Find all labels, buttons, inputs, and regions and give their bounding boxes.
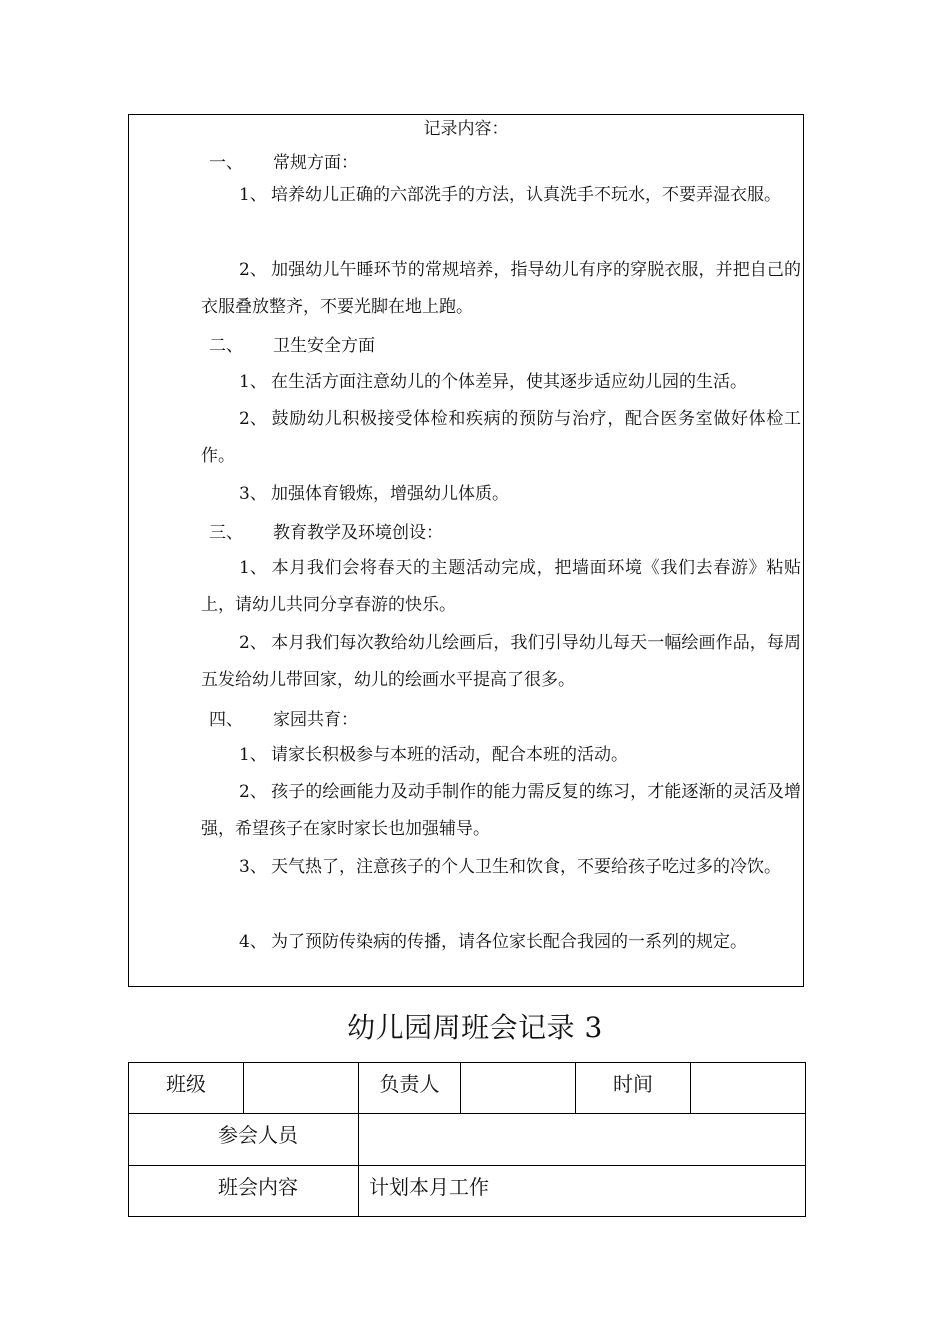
item-text: 本月我们每次教给幼儿绘画后，我们引导幼儿每天一幅绘画作品，每周五发给幼儿带回家，幼儿的绘画水平提高了很多。 [201, 633, 801, 690]
list-item [201, 924, 801, 961]
content-value-cell[interactable] [359, 1166, 806, 1217]
content-label-cell [129, 1166, 359, 1217]
item-text: 孩子的绘画能力及动手制作的能力需反复的练习，才能逐渐的灵活及增强，希望孩子在家时家长也加强辅导。 [201, 782, 801, 839]
page-title: 幼儿园周班会记录 3 [347, 1011, 603, 1044]
item-text: 培养幼儿正确的六部洗手的方法，认真洗手不玩水，不要弄湿衣服。 [271, 185, 781, 205]
item-number: 3、 [239, 484, 267, 504]
class-label: 班级 [166, 1071, 206, 1096]
table-row [129, 1114, 806, 1166]
content-value: 计划本月工作 [369, 1174, 489, 1199]
item-text: 加强幼儿午睡环节的常规培养，指导幼儿有序的穿脱衣服，并把自己的衣服叠放整齐，不要光脚在地上跑。 [201, 260, 801, 317]
item-text: 加强体育锻炼，增强幼儿体质。 [271, 484, 509, 504]
section-number: 二、 [209, 336, 243, 356]
list-item [201, 737, 801, 774]
time-value-cell[interactable] [691, 1063, 806, 1114]
section-number: 三、 [209, 523, 243, 543]
attendees-label: 参会人员 [218, 1123, 298, 1147]
section-title: 常规方面： [273, 153, 358, 173]
item-text: 在生活方面注意幼儿的个体差异，使其逐步适应幼儿园的生活。 [271, 372, 747, 392]
record-content-box [128, 114, 804, 987]
item-text: 为了预防传染病的传播，请各位家长配合我园的一系列的规定。 [271, 932, 747, 952]
item-number: 1、 [239, 185, 267, 205]
attendees-label-cell [129, 1114, 359, 1166]
item-number: 1、 [239, 558, 267, 578]
meeting-info-table [128, 1062, 806, 1217]
item-number: 4、 [239, 932, 267, 952]
item-text: 本月我们会将春天的主题活动完成，把墙面环境《我们去春游》粘贴上，请幼儿共同分享春游的快乐。 [201, 558, 801, 615]
list-item [201, 550, 801, 624]
list-item [201, 476, 801, 513]
table-row [129, 1166, 806, 1217]
section-heading [209, 522, 443, 544]
time-label: 时间 [613, 1071, 653, 1096]
record-content-title: 记录内容： [423, 119, 509, 139]
item-number: 3、 [239, 857, 267, 877]
item-number: 1、 [239, 372, 267, 392]
list-item [201, 364, 801, 401]
section-heading [209, 152, 358, 174]
list-item [201, 177, 801, 214]
class-value-cell[interactable] [244, 1063, 359, 1114]
time-label-cell [576, 1063, 691, 1114]
owner-label: 负责人 [379, 1071, 440, 1096]
item-number: 2、 [239, 633, 267, 653]
item-text: 天气热了，注意孩子的个人卫生和饮食，不要给孩子吃过多的冷饮。 [271, 857, 781, 877]
owner-value-cell[interactable] [461, 1063, 576, 1114]
item-number: 1、 [239, 745, 267, 765]
item-number: 2、 [239, 260, 267, 280]
section-title: 家园共育： [273, 710, 358, 730]
owner-label-cell [359, 1063, 461, 1114]
section-title: 教育教学及环境创设： [273, 523, 443, 543]
item-text: 鼓励幼儿积极接受体检和疾病的预防与治疗，配合医务室做好体检工作。 [201, 409, 801, 466]
list-item [201, 401, 801, 475]
table-row [129, 1063, 806, 1114]
item-number: 2、 [239, 782, 267, 802]
section-title: 卫生安全方面 [273, 336, 375, 356]
content-label: 班会内容 [218, 1174, 298, 1199]
list-item [201, 849, 801, 886]
section-number: 一、 [209, 153, 243, 173]
class-label-cell [129, 1063, 244, 1114]
list-item [201, 625, 801, 699]
section-heading [209, 709, 358, 731]
section-heading [209, 335, 375, 357]
item-number: 2、 [239, 409, 267, 429]
list-item [201, 774, 801, 848]
section-number: 四、 [209, 710, 243, 730]
list-item [201, 252, 801, 326]
item-text: 请家长积极参与本班的活动，配合本班的活动。 [271, 745, 628, 765]
attendees-value-cell[interactable] [359, 1114, 806, 1166]
